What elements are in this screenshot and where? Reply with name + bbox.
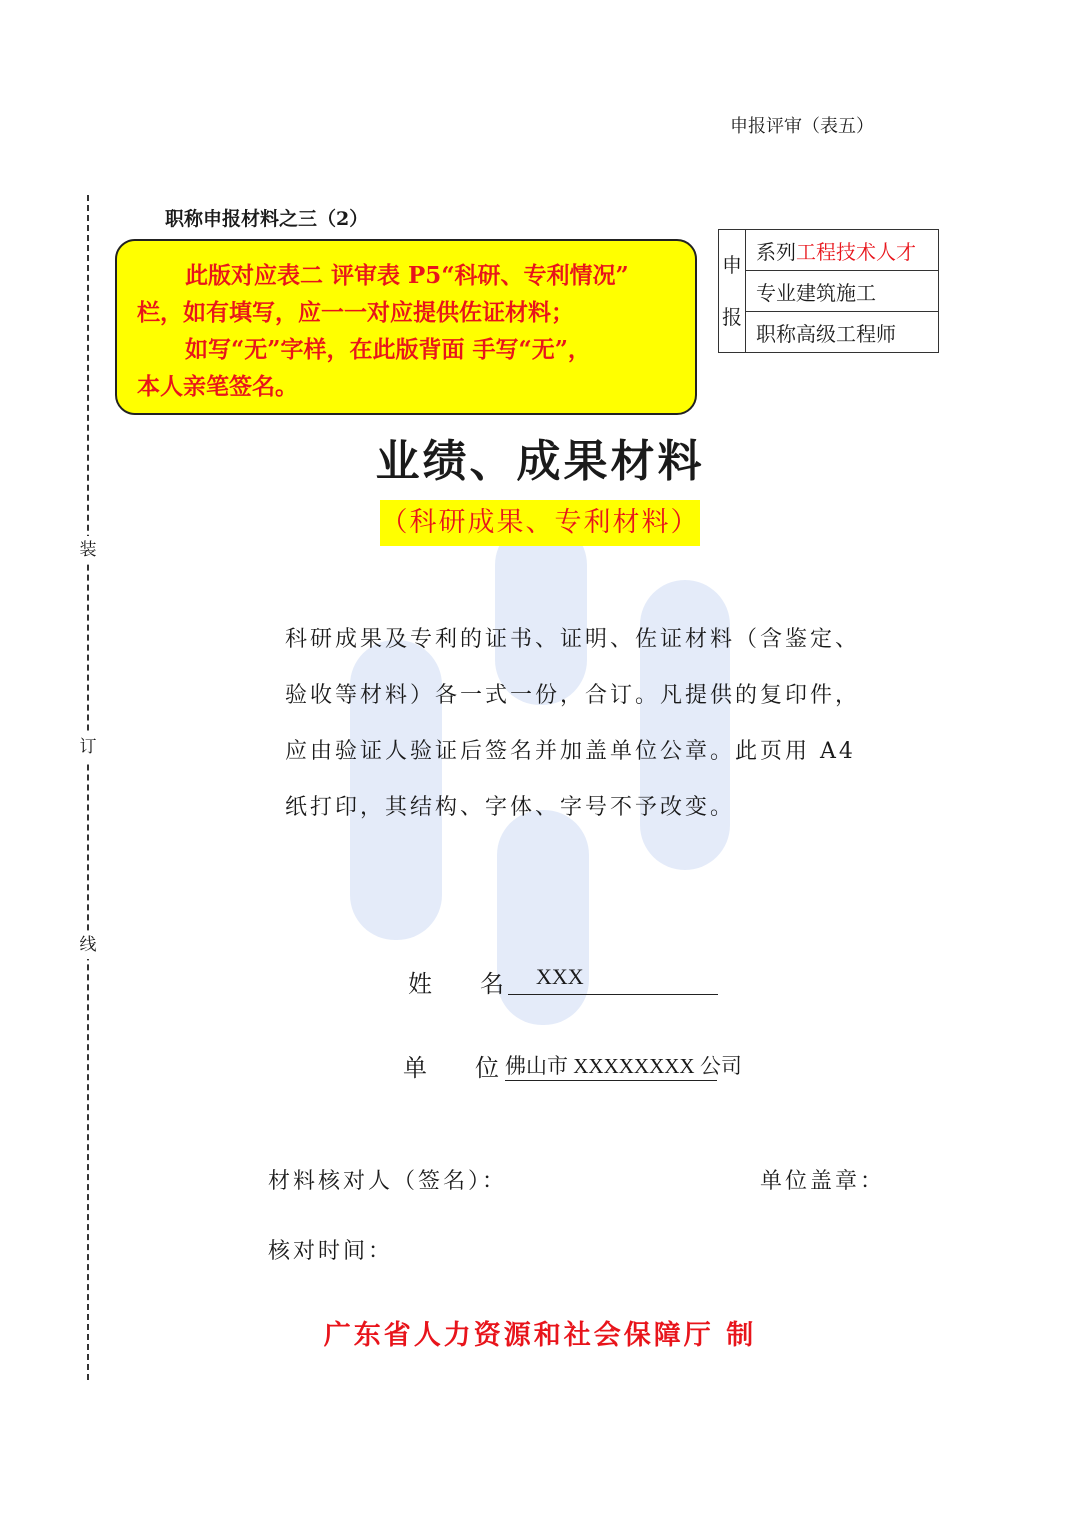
name-label: 姓 名 <box>408 970 504 998</box>
note-line: 本人亲笔签名。 <box>137 373 298 400</box>
title-cell: 职称高级工程师 <box>746 312 939 353</box>
document-subtitle: 职称申报材料之三（2） <box>165 208 369 230</box>
main-title: 业绩、成果材料 <box>375 436 705 487</box>
check-time-label: 核对时间： <box>268 1239 394 1264</box>
unit-label: 单 位 <box>403 1054 499 1082</box>
description-text: 科研成果及专利的证书、证明、佐证材料（含鉴定、验收等材料）各一式一份，合订。凡提供的复印件，应由验证人验证后签名并加盖单位公章。此页用 A4 纸打印，其结构、字体、字号不予改变。 <box>285 627 861 820</box>
series-cell <box>746 230 939 271</box>
binding-dashed-line <box>87 195 89 1380</box>
instruction-note <box>115 239 697 415</box>
note-line: 栏，如有填写，应一一对应提供佐证材料； <box>137 299 574 326</box>
series-value: 工程技术人才 <box>796 239 916 264</box>
category-banner: （科研成果、专利材料） <box>380 500 700 546</box>
binding-mark-xian: 线 <box>78 931 98 959</box>
application-table <box>718 229 939 353</box>
specialty-cell: 专业建筑施工 <box>746 271 939 312</box>
checker-signature-label: 材料核对人（签名）： <box>268 1169 508 1194</box>
name-field: XXX <box>508 964 718 995</box>
note-line: 此版对应表二 评审表 P5“科研、专利情况” <box>185 262 629 289</box>
unit-seal-label: 单位盖章： <box>760 1169 886 1194</box>
issuer-footer: 广东省人力资源和社会保障厅 制 <box>323 1320 757 1351</box>
series-prefix: 系列 <box>756 239 796 264</box>
binding-mark-ding: 订 <box>78 733 98 761</box>
table-side-label <box>719 230 746 353</box>
form-code: 申报评审（表五） <box>730 116 874 137</box>
side-label-char: 申 <box>722 253 742 277</box>
unit-field: 佛山市 XXXXXXXX 公司 <box>505 1050 717 1081</box>
note-line: 如写“无”字样，在此版背面 手写“无”， <box>185 336 591 363</box>
side-label-char: 报 <box>722 305 742 329</box>
binding-mark-zhuang: 装 <box>78 536 98 564</box>
